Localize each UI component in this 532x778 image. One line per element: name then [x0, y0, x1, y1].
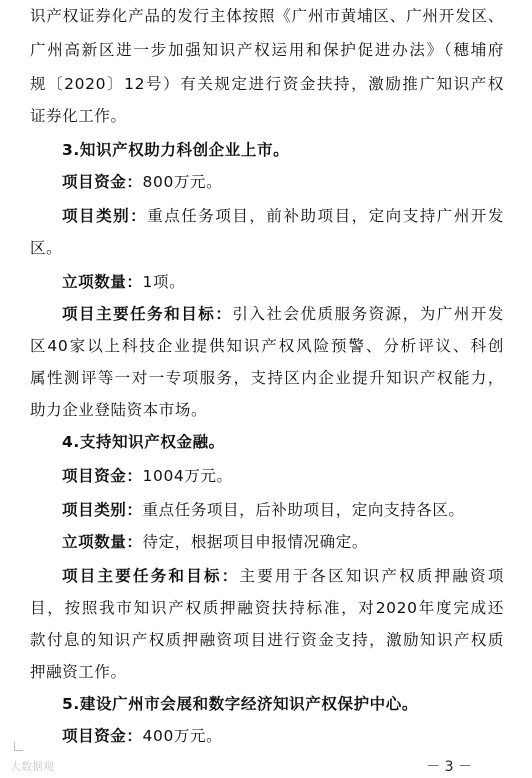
- task-value: 引入社会优质服务资源，为广州开发: [232, 305, 504, 323]
- task-value-cont: 区40家以上科技企业提供知识产权风险预警、分析评议、科创: [30, 337, 504, 355]
- fund-row: [62, 466, 504, 488]
- paragraph-line: 识产权证券化产品的发行主体按照《广州市黄埔区、广州开发区、: [30, 7, 504, 25]
- type-value: 重点任务项目，后补助项目，定向支持各区。: [142, 501, 465, 519]
- type-value: 重点任务项目，前补助项目，定向支持广州开发: [147, 207, 504, 225]
- fund-label: 项目资金：: [62, 467, 143, 485]
- type-value-cont: 区。: [30, 239, 63, 257]
- paragraph-line: 广州高新区进一步加强知识产权运用和保护促进办法》（穗埔府: [30, 41, 504, 59]
- task-value-cont: 押融资工作。: [30, 663, 127, 681]
- task-label: 项目主要任务和目标：: [62, 305, 233, 323]
- task-value-cont: 款付息的知识产权质押融资项目进行资金支持，激励知识产权质: [30, 631, 504, 649]
- watermark: 大数据观: [10, 760, 54, 773]
- task-value-cont: 属性测评等一对一专项服务，支持区内企业提升知识产权能力，: [30, 369, 504, 387]
- fund-row: [62, 172, 504, 194]
- count-value: 待定，根据项目申报情况确定。: [142, 533, 368, 551]
- fund-row: [62, 726, 504, 748]
- page-number: － 3 －: [426, 759, 472, 775]
- count-label: 立项数量：: [62, 533, 143, 551]
- section-heading: 3.知识产权助力科创企业上市。: [62, 141, 290, 159]
- count-value: 1项。: [142, 273, 186, 291]
- fund-label: 项目资金：: [62, 173, 143, 191]
- type-label: 项目类别：: [62, 501, 143, 519]
- task-value-cont: 助力企业登陆资本市场。: [30, 401, 208, 419]
- fund-label: 项目资金：: [62, 727, 143, 745]
- type-label: 项目类别：: [62, 207, 148, 225]
- type-row: [62, 500, 504, 522]
- crop-mark: [14, 742, 23, 751]
- count-label: 立项数量：: [62, 273, 143, 291]
- task-row: [62, 304, 504, 326]
- task-value: 主要用于各区知识产权质押融资项: [239, 567, 504, 585]
- task-row: [62, 566, 504, 588]
- section-heading: 4.支持知识产权金融。: [62, 433, 225, 451]
- count-row: [62, 532, 504, 554]
- section-heading: 5.建设广州市会展和数字经济知识产权保护中心。: [62, 695, 418, 713]
- task-label: 项目主要任务和目标：: [62, 567, 240, 585]
- fund-value: 400万元。: [142, 727, 223, 745]
- fund-value: 1004万元。: [142, 467, 233, 485]
- task-value-cont: 目，按照我市知识产权质押融资扶持标准，对2020年度完成还: [30, 599, 504, 617]
- type-row: [62, 206, 504, 228]
- paragraph-line: 证券化工作。: [30, 107, 127, 125]
- fund-value: 800万元。: [142, 173, 223, 191]
- count-row: [62, 272, 504, 294]
- paragraph-line: 规〔2020〕12号）有关规定进行资金扶持，激励推广知识产权: [30, 75, 504, 93]
